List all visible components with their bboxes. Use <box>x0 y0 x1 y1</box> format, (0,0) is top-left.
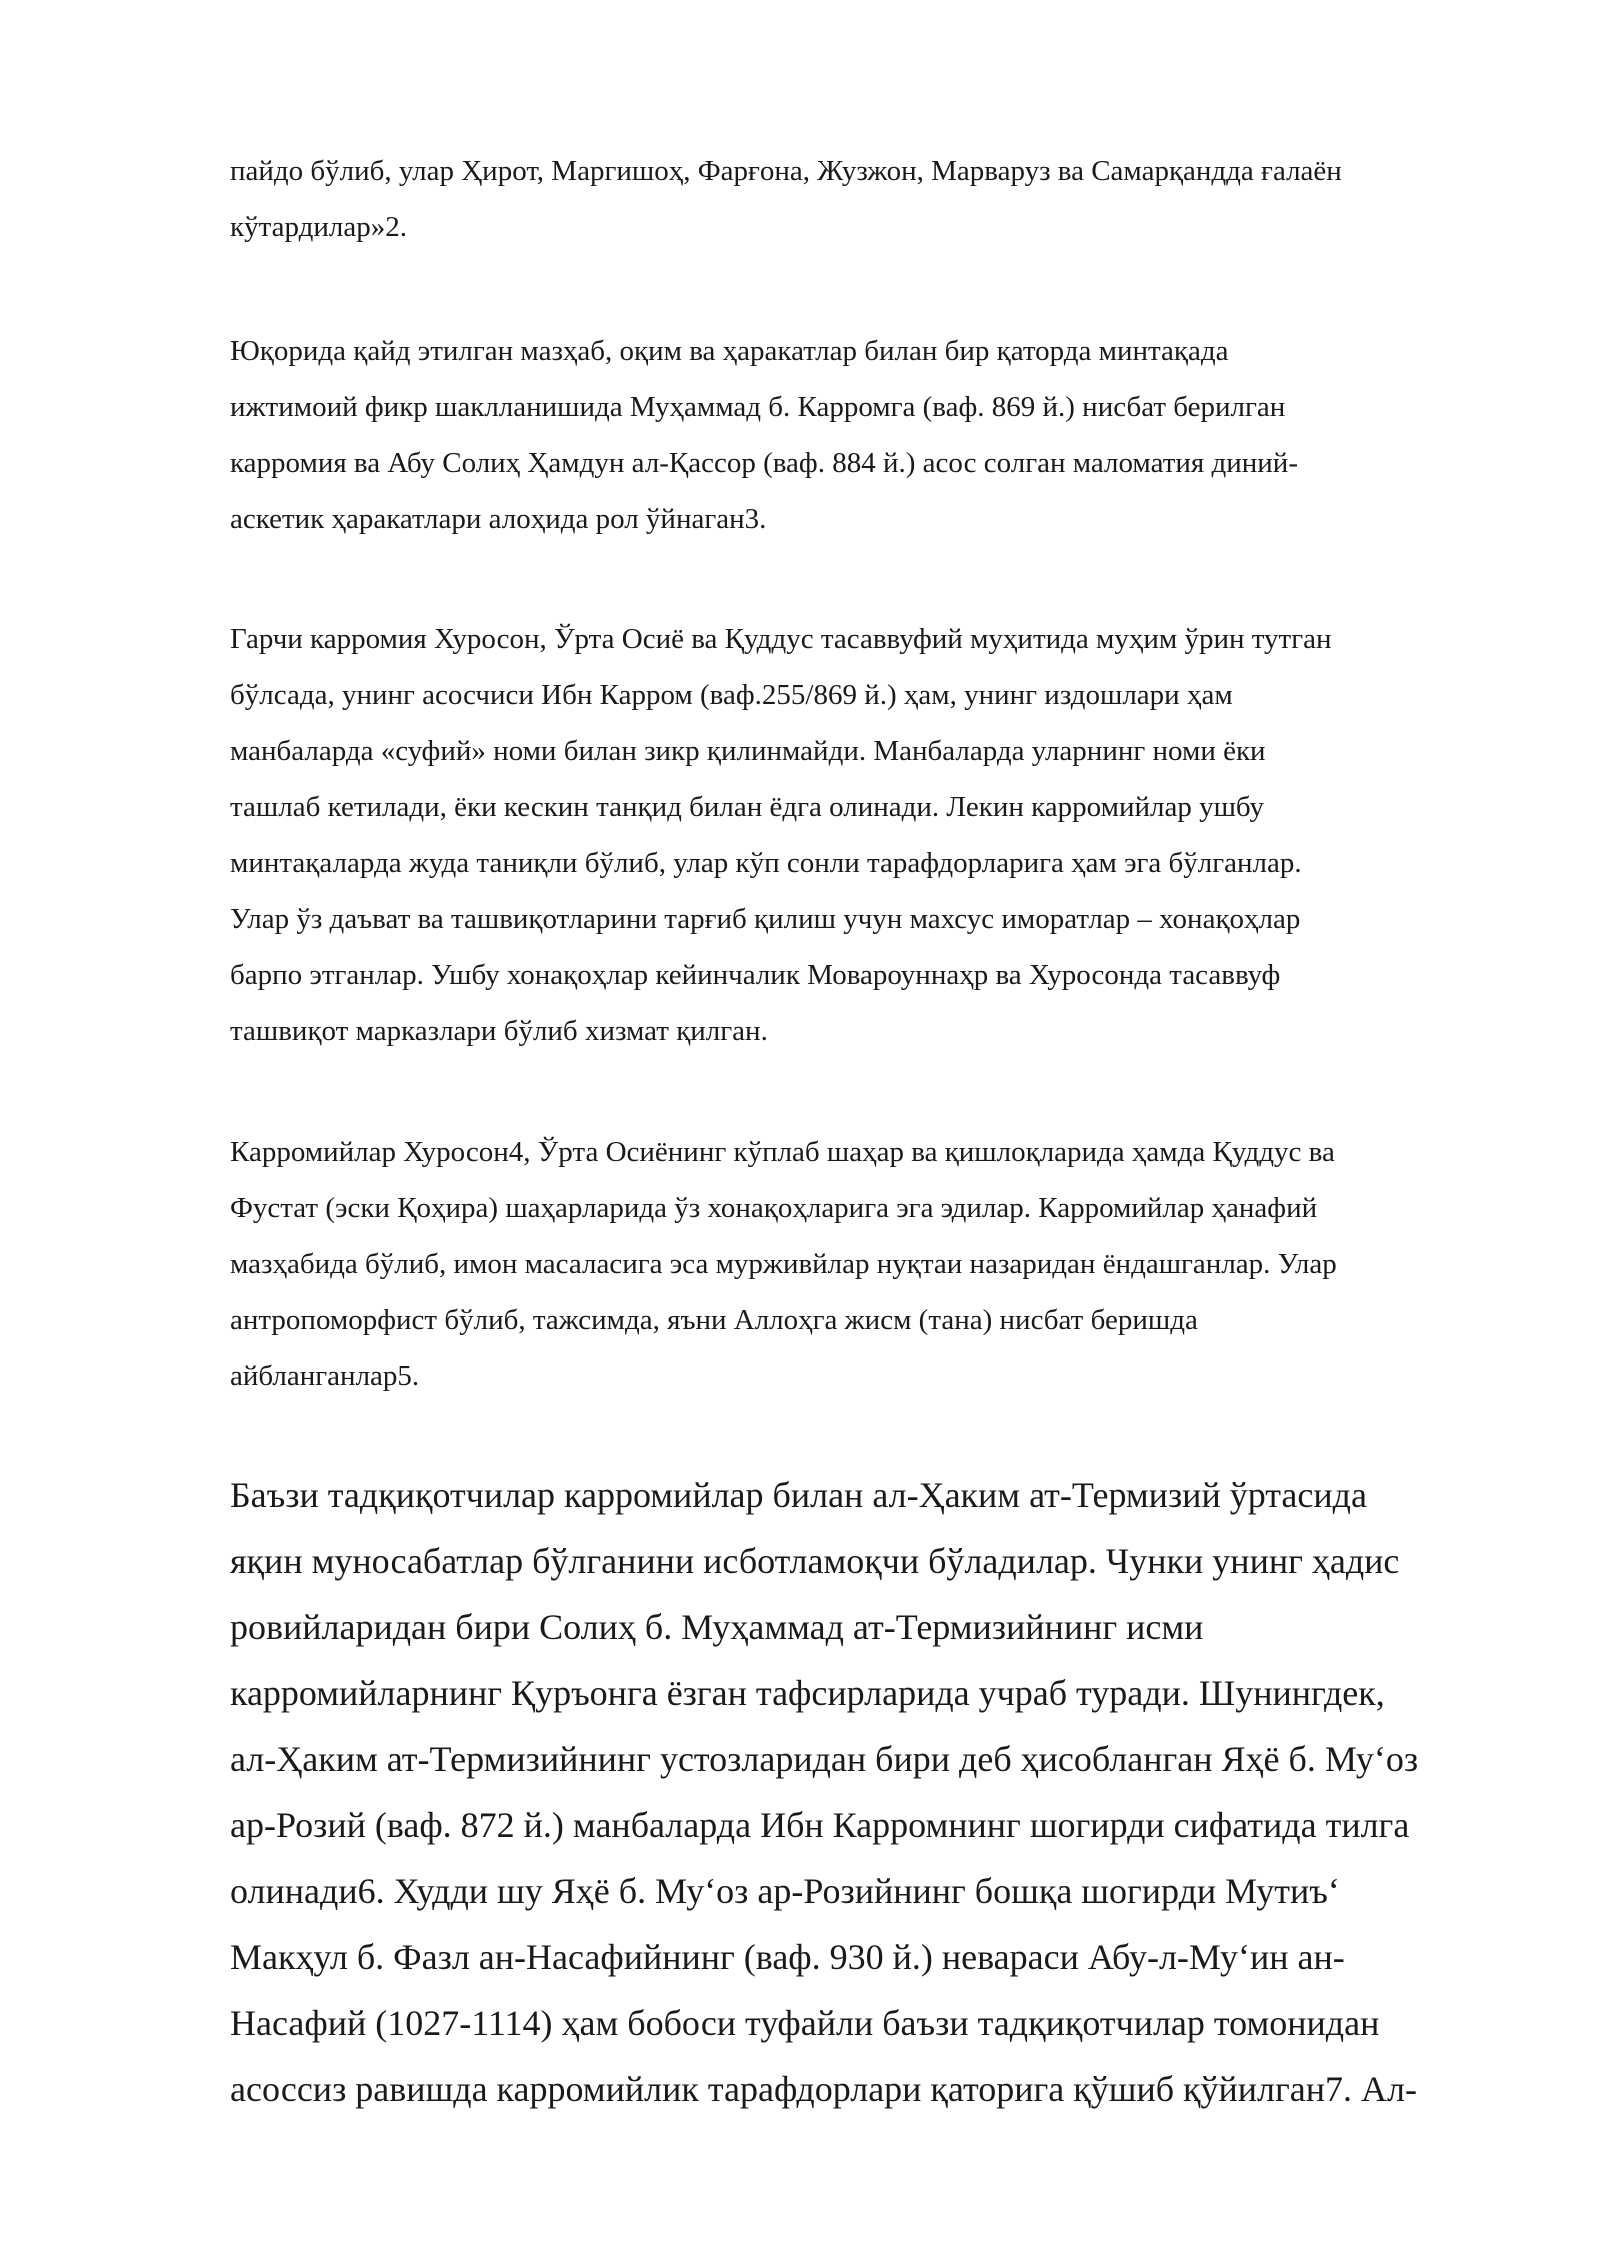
text-line: минтақаларда жуда таниқли бўлиб, улар кўп сонли тарафдорларига ҳам эга бўлганлар. <box>230 847 1302 879</box>
text-line: антропоморфист бўлиб, тажсимда, яъни Аллоҳга жисм (тана) нисбат беришда <box>230 1304 1198 1336</box>
paragraph-1 <box>230 143 1490 255</box>
text-line: ижтимоий фикр шаклланишида Муҳаммад б. Карромга (ваф. 869 й.) нисбат берилган <box>230 391 1286 423</box>
text-line: ташвиқот марказлари бўлиб хизмат қилган. <box>230 1015 768 1047</box>
text-line: Юқорида қайд этилган мазҳаб, оқим ва ҳаракатлар билан бир қаторда минтақада <box>230 335 1229 367</box>
text-line: барпо этганлар. Ушбу хонақоҳлар кейинчалик Мовароуннаҳр ва Хуросонда тасаввуф <box>230 959 1281 991</box>
text-line: ар-Розий (ваф. 872 й.) манбаларда Ибн Карромнинг шогирди сифатида тилга <box>230 1805 1410 1845</box>
text-line: Фустат (эски Қоҳира) шаҳарларида ўз хонақоҳларига эга эдилар. Карромийлар ҳанафий <box>230 1192 1318 1224</box>
text-line: Макҳул б. Фазл ан-Насафийнинг (ваф. 930 й.) невараси Абу-л-Муʻин ан- <box>230 1937 1345 1977</box>
text-line: бўлсада, унинг асосчиси Ибн Карром (ваф.255/869 й.) ҳам, унинг издошлари ҳам <box>230 679 1233 711</box>
text-line: карромийларнинг Қуръонга ёзган тафсирларида учраб туради. Шунингдек, <box>230 1673 1385 1713</box>
paragraph-3 <box>230 611 1490 1059</box>
text-line: ал-Ҳаким ат-Термизийнинг устозларидан бири деб ҳисобланган Яҳё б. Муʻоз <box>230 1739 1419 1779</box>
text-line: Насафий (1027-1114) ҳам бобоси туфайли баъзи тадқиқотчилар томонидан <box>230 2003 1380 2043</box>
text-line: мазҳабида бўлиб, имон масаласига эса мурживйлар нуқтаи назаридан ёндашганлар. Улар <box>230 1248 1337 1280</box>
text-line: аскетик ҳаракатлари алоҳида рол ўйнаган3. <box>230 503 767 535</box>
text-line: пайдо бўлиб, улар Ҳирот, Маргишоҳ, Фарғона, Жузжон, Марваруз ва Самарқандда ғалаён <box>230 155 1342 187</box>
text-line: Гарчи карромия Хуросон, Ўрта Осиё ва Қуддус тасаввуфий муҳитида муҳим ўрин тутган <box>230 623 1332 655</box>
text-line: айбланганлар5. <box>230 1360 420 1392</box>
paragraph-2 <box>230 323 1490 547</box>
text-line: карромия ва Абу Солиҳ Ҳамдун ал-Қассор (ваф. 884 й.) асос солган маломатия диний- <box>230 447 1298 479</box>
text-line: Улар ўз даъват ва ташвиқотларини тарғиб қилиш учун махсус иморатлар – хонақоҳлар <box>230 903 1301 935</box>
text-line: ровийларидан бири Солиҳ б. Муҳаммад ат-Термизийнинг исми <box>230 1607 1204 1647</box>
text-line: Карромийлар Хуросон4, Ўрта Осиёнинг кўплаб шаҳар ва қишлоқларида ҳамда Қуддус ва <box>230 1136 1335 1168</box>
text-line: асоссиз равишда карромийлик тарафдорлари қаторига қўшиб қўйилган7. Ал- <box>230 2069 1417 2109</box>
text-line: олинади6. Худди шу Яҳё б. Муʻоз ар-Розийнинг бошқа шогирди Мутиъʻ <box>230 1871 1340 1911</box>
text-line: Баъзи тадқиқотчилар карромийлар билан ал-Ҳаким ат-Термизий ўртасида <box>230 1475 1367 1515</box>
text-line: яқин муносабатлар бўлганини исботламоқчи бўладилар. Чунки унинг ҳадис <box>230 1541 1400 1581</box>
text-line: кўтардилар»2. <box>230 211 407 243</box>
text-line: ташлаб кетилади, ёки кескин танқид билан ёдга олинади. Лекин карромийлар ушбу <box>230 791 1265 823</box>
paragraph-4 <box>230 1124 1490 1404</box>
text-line: манбаларда «суфий» номи билан зикр қилинмайди. Манбаларда уларнинг номи ёки <box>230 735 1266 767</box>
paragraph-5 <box>230 1462 1490 2122</box>
